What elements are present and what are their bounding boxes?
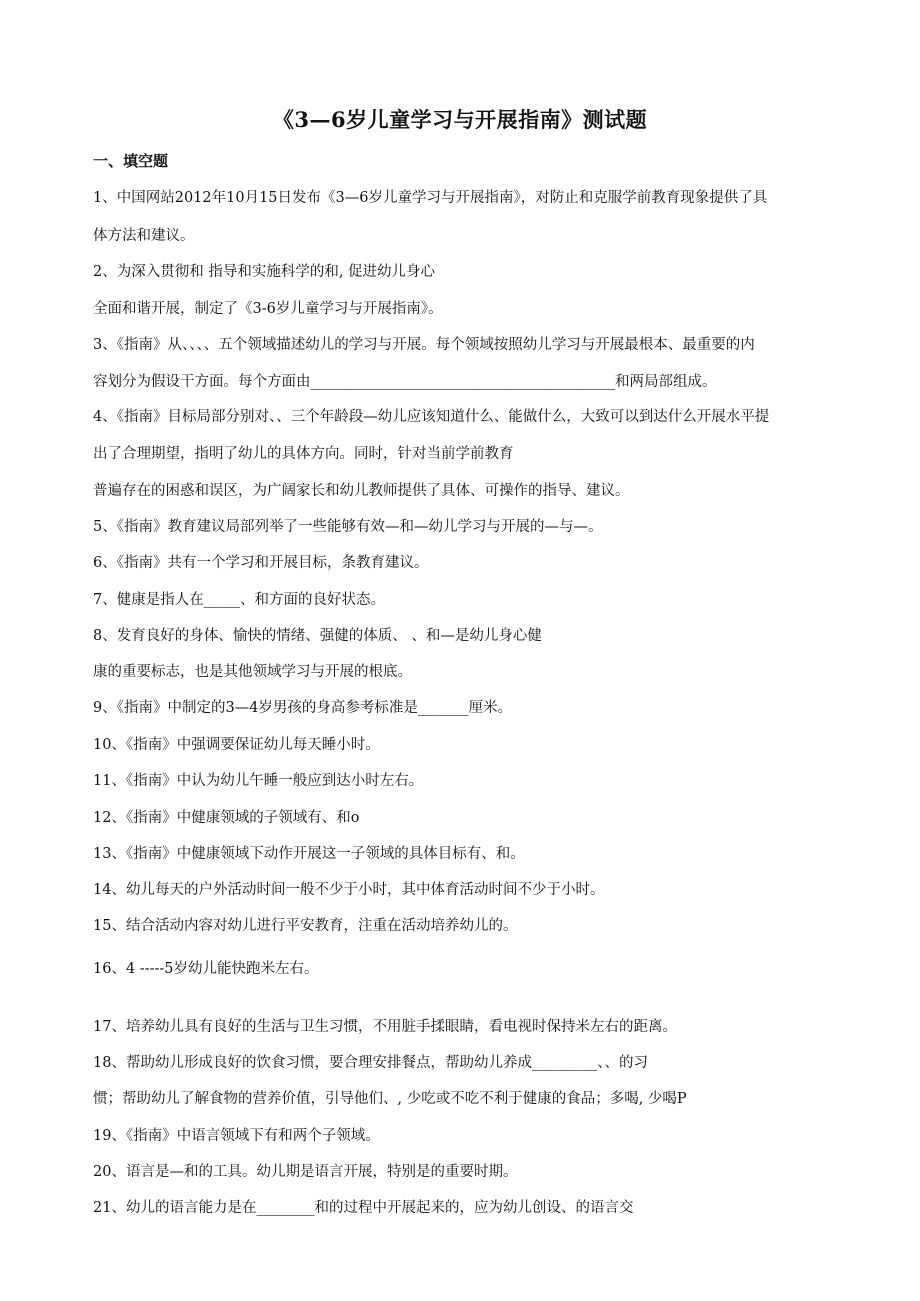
question-line: 13、《指南》中健康领域下动作开展这一子领域的具体目标有、和。 — [93, 846, 525, 862]
question-line: 康的重要标志，也是其他领域学习与开展的根底。 — [93, 664, 412, 680]
section-heading: 一、填空题 — [93, 152, 169, 170]
question-line: 3、《指南》从、、、、五个领域描述幼儿的学习与开展。每个领域按照幼儿学习与开展最根本、最重要的内 — [93, 337, 755, 353]
question-line: 9、《指南》中制定的3—4岁男孩的身高参考标准是_______厘米。 — [93, 700, 513, 716]
question-line: 1、中国网站2012年10月15日发布《3—6岁儿童学习与开展指南》，对防止和克服学前教育现象提供了具 — [93, 190, 768, 206]
question-line: 16、4 -----5岁幼儿能快跑米左右。 — [93, 961, 319, 977]
question-line: 7、健康是指人在_____、和方面的良好状态。 — [93, 592, 385, 608]
question-line: 体方法和建议。 — [93, 228, 195, 244]
question-line: 18、帮助幼儿形成良好的饮食习惯，要合理安排餐点，帮助幼儿养成_________、、的习 — [93, 1055, 648, 1071]
question-line: 容划分为假设干方面。每个方面由__________________________________________和两局部组成。 — [93, 374, 717, 390]
question-line: 12、《指南》中健康领域的子领域有、和o — [93, 810, 360, 826]
question-line: 5、《指南》教育建议局部列举了一些能够有效—和—幼儿学习与开展的—与—。 — [93, 519, 603, 535]
document-title: 《3—6岁儿童学习与开展指南》测试题 — [272, 107, 648, 132]
question-line: 17、培养幼儿具有良好的生活与卫生习惯，不用脏手揉眼睛，看电视时保持米左右的距离。 — [93, 1019, 677, 1035]
question-line: 普遍存在的困惑和误区，为广阔家长和幼儿教师提供了具体、可操作的指导、建议。 — [93, 483, 630, 499]
question-line: 19、《指南》中语言领域下有和两个子领域。 — [93, 1128, 380, 1144]
question-line: 6、《指南》共有一个学习和开展目标，条教育建议。 — [93, 555, 429, 571]
question-line: 全面和谐开展，制定了《3-6岁儿童学习与开展指南》。 — [93, 301, 443, 317]
question-line: 21、幼儿的语言能力是在________和的过程中开展起来的，应为幼儿创设、的语言交 — [93, 1200, 634, 1216]
question-line: 惯；帮助幼儿了解食物的营养价值，引导他们、, 少吃或不吃不利于健康的食品；多喝, 少喝P — [93, 1091, 687, 1107]
question-line: 出了合理期望，指明了幼儿的具体方向。同时，针对当前学前教育 — [93, 446, 514, 462]
question-line: 11、《指南》中认为幼儿午睡一般应到达小时左右。 — [93, 773, 424, 789]
question-line: 2、为深入贯彻和 指导和实施科学的和, 促进幼儿身心 — [93, 264, 436, 280]
question-line: 14、幼儿每天的户外活动时间一般不少于小时，其中体育活动时间不少于小时。 — [93, 882, 605, 898]
question-line: 10、《指南》中强调要保证幼儿每天睡小时。 — [93, 737, 380, 753]
question-line: 4、《指南》目标局部分别对、、三个年龄段—幼儿应该知道什么、能做什么，大致可以到达什么开展水平提 — [93, 409, 770, 425]
question-line: 20、语言是—和的工具。幼儿期是语言开展，特别是的重要时期。 — [93, 1164, 518, 1180]
question-line: 8、发育良好的身体、愉快的情绪、强健的体质、 、和—是幼儿身心健 — [93, 628, 542, 644]
question-line: 15、结合活动内容对幼儿进行平安教育，注重在活动培养幼儿的。 — [93, 918, 518, 934]
